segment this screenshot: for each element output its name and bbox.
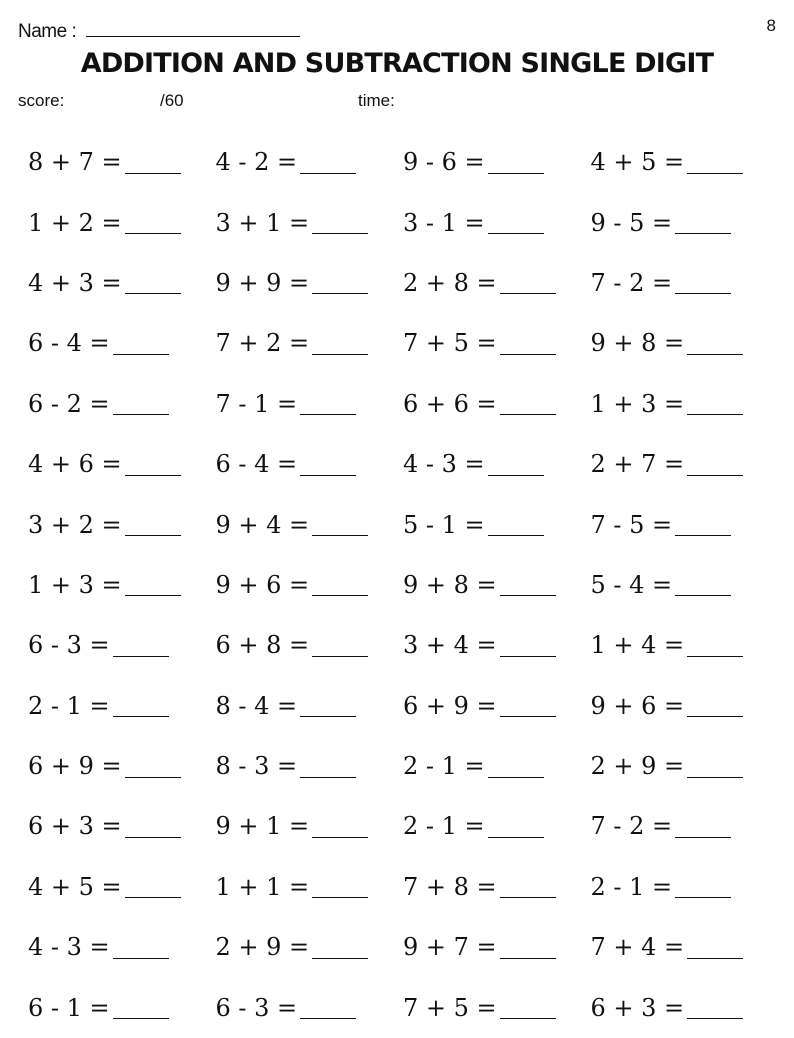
answer-blank[interactable] — [300, 453, 356, 476]
answer-blank[interactable] — [687, 694, 743, 717]
answer-blank[interactable] — [500, 936, 556, 959]
math-problem — [403, 752, 591, 780]
answer-blank[interactable] — [488, 211, 544, 234]
problem-expression: 1 + 3 = — [28, 570, 122, 599]
math-problem — [28, 873, 216, 901]
math-problem — [28, 450, 216, 478]
problem-row — [28, 253, 778, 313]
answer-blank[interactable] — [113, 936, 169, 959]
problem-expression: 3 + 2 = — [28, 510, 122, 539]
answer-blank[interactable] — [125, 875, 181, 898]
problem-expression: 4 + 3 = — [28, 268, 122, 297]
answer-blank[interactable] — [687, 936, 743, 959]
answer-blank[interactable] — [675, 875, 731, 898]
answer-blank[interactable] — [312, 815, 368, 838]
answer-blank[interactable] — [687, 634, 743, 657]
math-problem — [216, 692, 404, 720]
problem-expression: 6 - 3 = — [215, 993, 298, 1022]
math-problem — [591, 752, 779, 780]
name-label: Name : — [18, 21, 77, 42]
answer-blank[interactable] — [125, 513, 181, 536]
problem-expression: 2 - 1 = — [403, 752, 485, 781]
answer-blank[interactable] — [125, 453, 181, 476]
answer-blank[interactable] — [675, 573, 731, 596]
score-total: /60 — [160, 91, 184, 110]
problem-row — [28, 555, 778, 615]
answer-blank[interactable] — [312, 513, 368, 536]
problem-expression: 2 + 7 = — [590, 450, 685, 479]
problem-expression: 6 + 3 = — [28, 812, 122, 841]
problem-expression: 7 - 1 = — [215, 389, 298, 418]
math-problem — [591, 933, 779, 961]
time-label: time: — [358, 91, 395, 110]
problem-expression: 4 + 5 = — [28, 872, 122, 901]
problem-row — [28, 736, 778, 796]
problem-row — [28, 676, 778, 736]
math-problem — [216, 812, 404, 840]
problem-expression: 1 + 4 = — [590, 631, 685, 660]
answer-blank[interactable] — [488, 151, 544, 174]
math-problem — [403, 329, 591, 357]
problem-expression: 9 + 8 = — [590, 329, 685, 358]
problem-expression: 6 - 4 = — [215, 450, 298, 479]
math-problem — [591, 329, 779, 357]
math-problem — [591, 269, 779, 297]
answer-blank[interactable] — [500, 392, 556, 415]
math-problem — [591, 390, 779, 418]
problem-expression: 9 + 7 = — [403, 933, 497, 962]
answer-blank[interactable] — [500, 996, 556, 1019]
problem-expression: 5 - 4 = — [590, 570, 673, 599]
problem-expression: 3 + 4 = — [403, 631, 497, 660]
math-problem — [28, 269, 216, 297]
problem-expression: 6 + 9 = — [28, 752, 122, 781]
math-problem — [28, 511, 216, 539]
math-problem — [28, 631, 216, 659]
answer-blank[interactable] — [125, 755, 181, 778]
problem-row — [28, 857, 778, 917]
math-problem — [403, 812, 591, 840]
problem-row — [28, 313, 778, 373]
problem-expression: 9 + 9 = — [215, 268, 310, 297]
answer-blank[interactable] — [300, 694, 356, 717]
answer-blank[interactable] — [687, 453, 743, 476]
problem-expression: 6 - 2 = — [28, 389, 110, 418]
problem-expression: 4 + 6 = — [28, 450, 122, 479]
problem-grid — [28, 132, 778, 1038]
problem-expression: 7 + 8 = — [403, 872, 497, 901]
math-problem — [28, 390, 216, 418]
problem-expression: 1 + 3 = — [590, 389, 685, 418]
math-problem — [403, 390, 591, 418]
math-problem — [403, 873, 591, 901]
math-problem — [591, 148, 779, 176]
problem-expression: 4 - 3 = — [28, 933, 110, 962]
math-problem — [28, 148, 216, 176]
math-problem — [216, 631, 404, 659]
math-problem — [216, 390, 404, 418]
answer-blank[interactable] — [113, 392, 169, 415]
problem-expression: 1 + 1 = — [215, 872, 310, 901]
answer-blank[interactable] — [488, 755, 544, 778]
problem-expression: 6 - 4 = — [28, 329, 110, 358]
math-problem — [216, 933, 404, 961]
answer-blank[interactable] — [113, 634, 169, 657]
math-problem — [591, 209, 779, 237]
answer-blank[interactable] — [488, 453, 544, 476]
problem-expression: 6 - 3 = — [28, 631, 110, 660]
problem-expression: 9 + 8 = — [403, 570, 497, 599]
problem-expression: 3 - 1 = — [403, 208, 485, 237]
math-problem — [403, 511, 591, 539]
answer-blank[interactable] — [687, 996, 743, 1019]
problem-expression: 2 + 9 = — [590, 752, 685, 781]
answer-blank[interactable] — [113, 694, 169, 717]
answer-blank[interactable] — [113, 332, 169, 355]
math-problem — [28, 209, 216, 237]
problem-row — [28, 192, 778, 252]
answer-blank[interactable] — [500, 875, 556, 898]
math-problem — [591, 812, 779, 840]
problem-row — [28, 494, 778, 554]
math-problem — [216, 752, 404, 780]
math-problem — [403, 209, 591, 237]
math-problem — [591, 692, 779, 720]
problem-row — [28, 434, 778, 494]
math-problem — [403, 450, 591, 478]
math-problem — [216, 873, 404, 901]
problem-row — [28, 374, 778, 434]
problem-expression: 7 - 2 = — [590, 268, 673, 297]
name-input-line[interactable] — [86, 18, 300, 37]
answer-blank[interactable] — [687, 755, 743, 778]
problem-expression: 3 + 1 = — [215, 208, 310, 237]
math-problem — [28, 692, 216, 720]
name-field-row — [18, 18, 300, 43]
problem-expression: 2 - 1 = — [590, 872, 673, 901]
math-problem — [403, 571, 591, 599]
math-problem — [591, 571, 779, 599]
problem-row — [28, 917, 778, 977]
math-problem — [403, 933, 591, 961]
answer-blank[interactable] — [312, 634, 368, 657]
answer-blank[interactable] — [300, 996, 356, 1019]
math-problem — [28, 571, 216, 599]
answer-blank[interactable] — [500, 573, 556, 596]
problem-expression: 7 + 2 = — [215, 329, 310, 358]
answer-blank[interactable] — [125, 211, 181, 234]
answer-blank[interactable] — [300, 755, 356, 778]
math-problem — [403, 692, 591, 720]
math-problem — [216, 269, 404, 297]
math-problem — [216, 511, 404, 539]
answer-blank[interactable] — [125, 271, 181, 294]
problem-expression: 7 - 5 = — [590, 510, 673, 539]
problem-expression: 2 + 8 = — [403, 268, 497, 297]
problem-row — [28, 977, 778, 1037]
answer-blank[interactable] — [125, 815, 181, 838]
answer-blank[interactable] — [675, 815, 731, 838]
math-problem — [216, 329, 404, 357]
problem-expression: 9 + 1 = — [215, 812, 310, 841]
answer-blank[interactable] — [500, 634, 556, 657]
problem-expression: 7 + 5 = — [403, 329, 497, 358]
problem-expression: 9 - 6 = — [403, 148, 485, 177]
math-problem — [403, 994, 591, 1022]
answer-blank[interactable] — [312, 875, 368, 898]
answer-blank[interactable] — [488, 815, 544, 838]
problem-expression: 2 + 9 = — [215, 933, 310, 962]
problem-expression: 4 - 2 = — [215, 148, 298, 177]
answer-blank[interactable] — [675, 211, 731, 234]
answer-blank[interactable] — [312, 936, 368, 959]
problem-expression: 4 - 3 = — [403, 450, 485, 479]
answer-blank[interactable] — [312, 211, 368, 234]
math-problem — [591, 631, 779, 659]
math-problem — [403, 631, 591, 659]
problem-expression: 2 - 1 = — [403, 812, 485, 841]
problem-expression: 6 + 9 = — [403, 691, 497, 720]
problem-expression: 1 + 2 = — [28, 208, 122, 237]
page-number: 8 — [766, 16, 776, 35]
math-problem — [28, 752, 216, 780]
math-problem — [28, 933, 216, 961]
answer-blank[interactable] — [312, 332, 368, 355]
problem-expression: 9 + 6 = — [590, 691, 685, 720]
math-problem — [591, 450, 779, 478]
math-problem — [28, 994, 216, 1022]
math-problem — [216, 994, 404, 1022]
problem-expression: 6 + 3 = — [590, 993, 685, 1022]
answer-blank[interactable] — [300, 392, 356, 415]
math-problem — [216, 450, 404, 478]
answer-blank[interactable] — [675, 513, 731, 536]
math-problem — [216, 209, 404, 237]
problem-expression: 4 + 5 = — [590, 148, 685, 177]
answer-blank[interactable] — [500, 332, 556, 355]
problem-expression: 8 + 7 = — [28, 148, 122, 177]
answer-blank[interactable] — [312, 573, 368, 596]
answer-blank[interactable] — [113, 996, 169, 1019]
math-problem — [591, 511, 779, 539]
problem-expression: 6 + 6 = — [403, 389, 497, 418]
answer-blank[interactable] — [300, 151, 356, 174]
problem-row — [28, 796, 778, 856]
score-label: score: — [18, 91, 65, 110]
answer-blank[interactable] — [687, 392, 743, 415]
problem-expression: 2 - 1 = — [28, 691, 110, 720]
math-problem — [591, 994, 779, 1022]
answer-blank[interactable] — [500, 694, 556, 717]
problem-expression: 6 + 8 = — [215, 631, 310, 660]
math-problem — [28, 329, 216, 357]
math-problem — [28, 812, 216, 840]
problem-expression: 5 - 1 = — [403, 510, 485, 539]
problem-expression: 7 + 5 = — [403, 993, 497, 1022]
problem-expression: 7 + 4 = — [590, 933, 685, 962]
answer-blank[interactable] — [687, 332, 743, 355]
math-problem — [403, 269, 591, 297]
answer-blank[interactable] — [488, 513, 544, 536]
problem-row — [28, 615, 778, 675]
answer-blank[interactable] — [125, 573, 181, 596]
math-problem — [216, 571, 404, 599]
problem-expression: 6 - 1 = — [28, 993, 110, 1022]
math-problem — [403, 148, 591, 176]
answer-blank[interactable] — [312, 271, 368, 294]
math-problem — [591, 873, 779, 901]
problem-expression: 8 - 3 = — [215, 752, 298, 781]
math-problem — [216, 148, 404, 176]
problem-expression: 9 + 6 = — [215, 570, 310, 599]
problem-expression: 9 - 5 = — [590, 208, 673, 237]
problem-expression: 7 - 2 = — [590, 812, 673, 841]
problem-row — [28, 132, 778, 192]
problem-expression: 9 + 4 = — [215, 510, 310, 539]
answer-blank[interactable] — [125, 151, 181, 174]
answer-blank[interactable] — [675, 271, 731, 294]
answer-blank[interactable] — [687, 151, 743, 174]
answer-blank[interactable] — [500, 271, 556, 294]
problem-expression: 8 - 4 = — [215, 691, 298, 720]
worksheet-title: ADDITION AND SUBTRACTION SINGLE DIGIT — [80, 48, 714, 79]
